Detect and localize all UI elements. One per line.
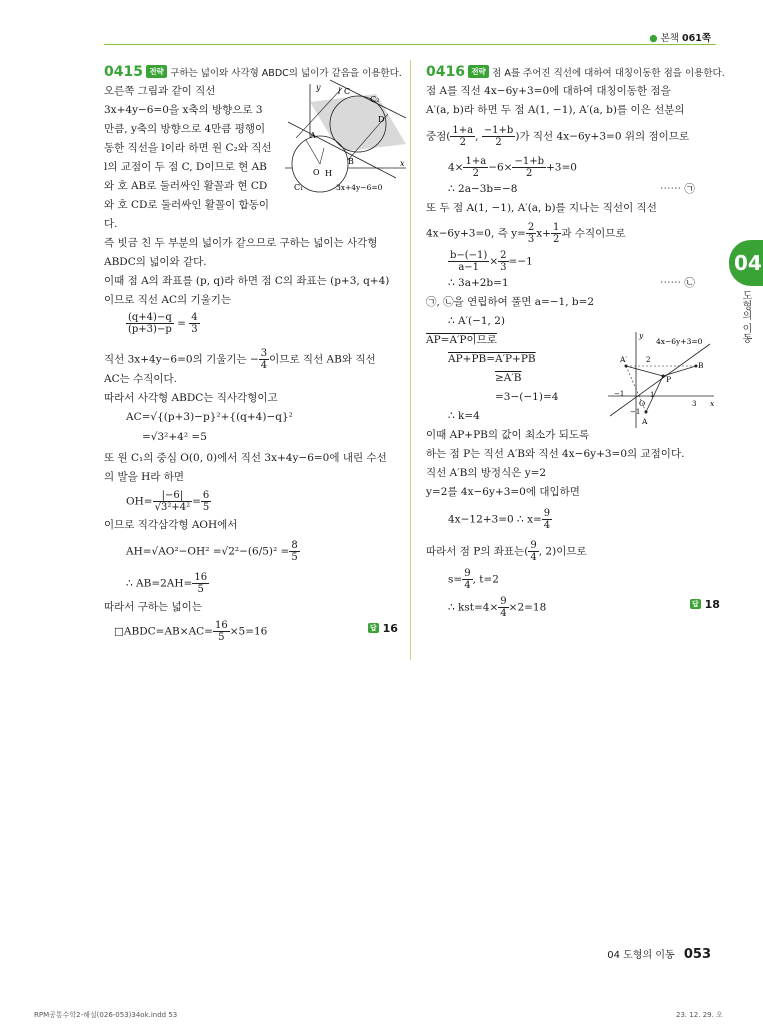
header-page-ref: 061쪽: [681, 33, 711, 44]
fig-tick-neg1y: −1: [630, 408, 641, 416]
answer-0416: 답 18: [692, 598, 720, 611]
math-line: 4× $\frac{1+a}{2}$ −6× $\frac{-1+b}{2}$ +3=0: [448, 156, 577, 179]
answer-0415: 답 16: [370, 622, 398, 635]
math-line: 4x−12+3=0 ∴ x= $\frac{9}{4}$: [448, 508, 551, 531]
equation-marker: ⋯⋯ ㉠: [660, 183, 695, 195]
area-expression: □ABDC=AB×AC= $\frac{16}{5}$ ×5=16: [114, 620, 268, 643]
fig-line-label: 4x−6y+3=0: [656, 337, 703, 346]
fig-d-label: D: [378, 115, 385, 124]
fig-tick-2: 2: [646, 356, 651, 364]
text-line: 하는 점 P는 직선 A′B와 직선 4x−6y+3=0의 교점이다.: [426, 448, 685, 460]
strategy-text: 구하는 넓이와 사각형 ABDC의 넓이가 같음을 이용한다.: [170, 68, 402, 79]
column-divider: [410, 60, 411, 660]
equation-marker: ⋯⋯ ㉡: [660, 277, 695, 289]
midpoint-line: 중점( $\frac{1+a}{2}$ , $\frac{-1+b}{2}$ )가 직선 4x−6y+3=0 위의 점이므로: [426, 125, 690, 148]
text-line: 의 발을 H라 하면: [104, 471, 185, 483]
text-line: 따라서 구하는 넓이는: [104, 601, 202, 613]
problem-0416-heading: [426, 64, 725, 80]
text-line: ABDC의 넓이와 같다.: [104, 256, 207, 268]
ab-expression: ∴ AB=2AH= $\frac{16}{5}$: [126, 572, 208, 595]
fraction: $\frac{(q+4)-q}{(p+3)-p}$: [128, 312, 172, 335]
slope-ac-expression: $\frac{(q+4)-q}{(p+3)-p}$ = $\frac{4}{3}$: [128, 312, 198, 335]
fig-c1-label: C₁: [294, 183, 304, 192]
text-line: 따라서 사각형 ABDC는 직사각형이고: [104, 392, 278, 404]
math-line: ≥A′B: [495, 372, 522, 384]
oh-expression: OH= $\frac{|-6|}{\text{√3²+4²}}$ = $\frac{6}{5}$: [126, 490, 210, 513]
math-line: $\frac{b-(-1)}{a-1}$ × $\frac{2}{3}$ =−1: [450, 250, 533, 273]
ah-expression: AH=√AO²−OH² =√2²−(6/5)² = $\frac{8}{5}$: [126, 540, 298, 563]
text-line: 와 호 CD로 둘러싸인 활꼴이 합동이: [104, 199, 269, 211]
math-line: s= $\frac{9}{4}$ , t=2: [448, 568, 499, 591]
text-line: AC는 수직이다.: [104, 373, 178, 385]
fig-tick-1: 1: [650, 391, 655, 399]
text-line: 또 두 점 A(1, −1), A′(a, b)를 지나는 직선이 직선: [426, 202, 657, 214]
text-line: 직선 A′B의 방정식은 y=2: [426, 467, 547, 479]
fig-y-label: y: [316, 83, 321, 92]
fig-tick-neg1x: −1: [614, 390, 625, 398]
text-line: 직선 3x+4y−6=0의 기울기는 − $\frac{3}{4}$ 이므로 직선 AB와 직선: [104, 348, 376, 371]
math-line: AC=√{(p+3)−p}²+{(q+4)−q}²: [126, 411, 293, 423]
text-line: 동한 직선을 l이라 하면 원 C₂와 직선: [104, 142, 272, 154]
math-line: ∴ kst=4× $\frac{9}{4}$ ×2=18: [448, 596, 547, 619]
strategy-badge: 전략: [468, 65, 489, 78]
math-line: ∴ k=4: [448, 410, 480, 422]
fraction: $\frac{4}{3}$: [191, 312, 198, 335]
chapter-tab: 04: [729, 240, 763, 286]
fig-p-label: P: [666, 375, 672, 384]
strategy-text: 점 A를 주어진 직선에 대하여 대칭이동한 점을 이용한다.: [492, 68, 725, 79]
text-line: y=2를 4x−6y+3=0에 대입하면: [426, 486, 580, 498]
strategy-badge: 전략: [146, 65, 167, 78]
text-line: 이때 AP+PB의 값이 최소가 되도록: [426, 429, 590, 441]
text-line: 다.: [104, 218, 118, 230]
fig-h-label: H: [325, 169, 332, 178]
fig-aprime-label: A′: [620, 355, 628, 364]
page-number: 053: [683, 947, 711, 962]
footer-date: 23. 12. 29. 오: [676, 1011, 723, 1019]
math-line: ∴ 3a+2b=1: [448, 277, 509, 289]
math-line: AP=A′P이므로: [426, 334, 497, 346]
header-rule: [104, 44, 716, 45]
text-line: 3x+4y−6=0을 x축의 방향으로 3: [104, 104, 263, 116]
text-line: 이때 점 A의 좌표를 (p, q)라 하면 점 C의 좌표는 (p+3, q+4): [104, 275, 390, 287]
fig-b-label: B: [698, 361, 704, 370]
fig-x-label: x: [400, 159, 405, 168]
text-line: ㉠, ㉡을 연립하여 풀면 a=−1, b=2: [426, 296, 595, 308]
reflection-figure-0416: [606, 330, 718, 430]
fig-a-label: A: [310, 131, 316, 140]
fig-line-label: 3x+4y−6=0: [336, 183, 383, 192]
fig-l-label: l: [338, 87, 341, 96]
chapter-tab-title: 도형의 이동: [740, 290, 751, 344]
math-line: AP+PB=A′P+PB: [448, 353, 536, 365]
fig-a-label: A: [642, 417, 648, 426]
footer-file: RPM공통수학2-해설(026-053)34ok.indd 53: [34, 1011, 178, 1019]
text-line: 만큼, y축의 방향으로 4만큼 평행이: [104, 123, 266, 135]
text-line: 이므로 직선 AC의 기울기는: [104, 294, 232, 306]
header-book-ref: [649, 30, 711, 44]
circle-figure-0415: [280, 82, 410, 194]
fig-y-label: y: [639, 331, 644, 340]
problem-0415-heading: [104, 64, 402, 80]
math-line: ∴ 2a−3b=−8: [448, 183, 518, 195]
problem-number: 0415: [104, 64, 143, 80]
fig-origin-label: O: [313, 168, 320, 177]
text-line: 오른쪽 그림과 같이 직선: [104, 85, 216, 97]
text-line: 또 원 C₁의 중심 O(0, 0)에서 직선 3x+4y−6=0에 내린 수선: [104, 452, 387, 464]
fig-c-label: C: [344, 87, 351, 96]
math-line: 4x−6y+3=0, 즉 y= $\frac{2}{3}$ x+ $\frac{1}{2}$ 과 수직이므로: [426, 222, 626, 245]
math-line: =3−(−1)=4: [495, 391, 559, 403]
text-line: 이므로 직각삼각형 AOH에서: [104, 519, 238, 531]
fig-c2-label: C₂: [370, 95, 380, 104]
fig-b-label: B: [348, 157, 354, 166]
problem-number: 0416: [426, 64, 465, 80]
text-line: 점 A를 직선 4x−6y+3=0에 대하여 대칭이동한 점을: [426, 85, 671, 97]
header-bullet: ●: [649, 33, 658, 44]
footer-chapter: 04 도형의 이동 053: [607, 947, 711, 962]
text-line: A′(a, b)라 하면 두 점 A(1, −1), A′(a, b)를 이은 선분의: [426, 104, 685, 116]
text-line: 따라서 점 P의 좌표는( $\frac{9}{4}$ , 2)이므로: [426, 540, 587, 563]
header-book: 본책: [660, 33, 679, 44]
text-line: 즉 빗금 친 두 부분의 넓이가 같으므로 구하는 넓이는 사각형: [104, 237, 378, 249]
fig-tick-3: 3: [692, 400, 697, 408]
math-line: =√3²+4² =5: [142, 431, 207, 443]
text-line: l의 교점이 두 점 C, D이므로 현 AB: [104, 161, 267, 173]
fig-x-label: x: [710, 399, 715, 408]
math-line: ∴ A′(−1, 2): [448, 315, 506, 327]
text-line: 와 호 AB로 둘러싸인 활꼴과 현 CD: [104, 180, 268, 192]
fig-origin-label: O: [639, 399, 646, 408]
